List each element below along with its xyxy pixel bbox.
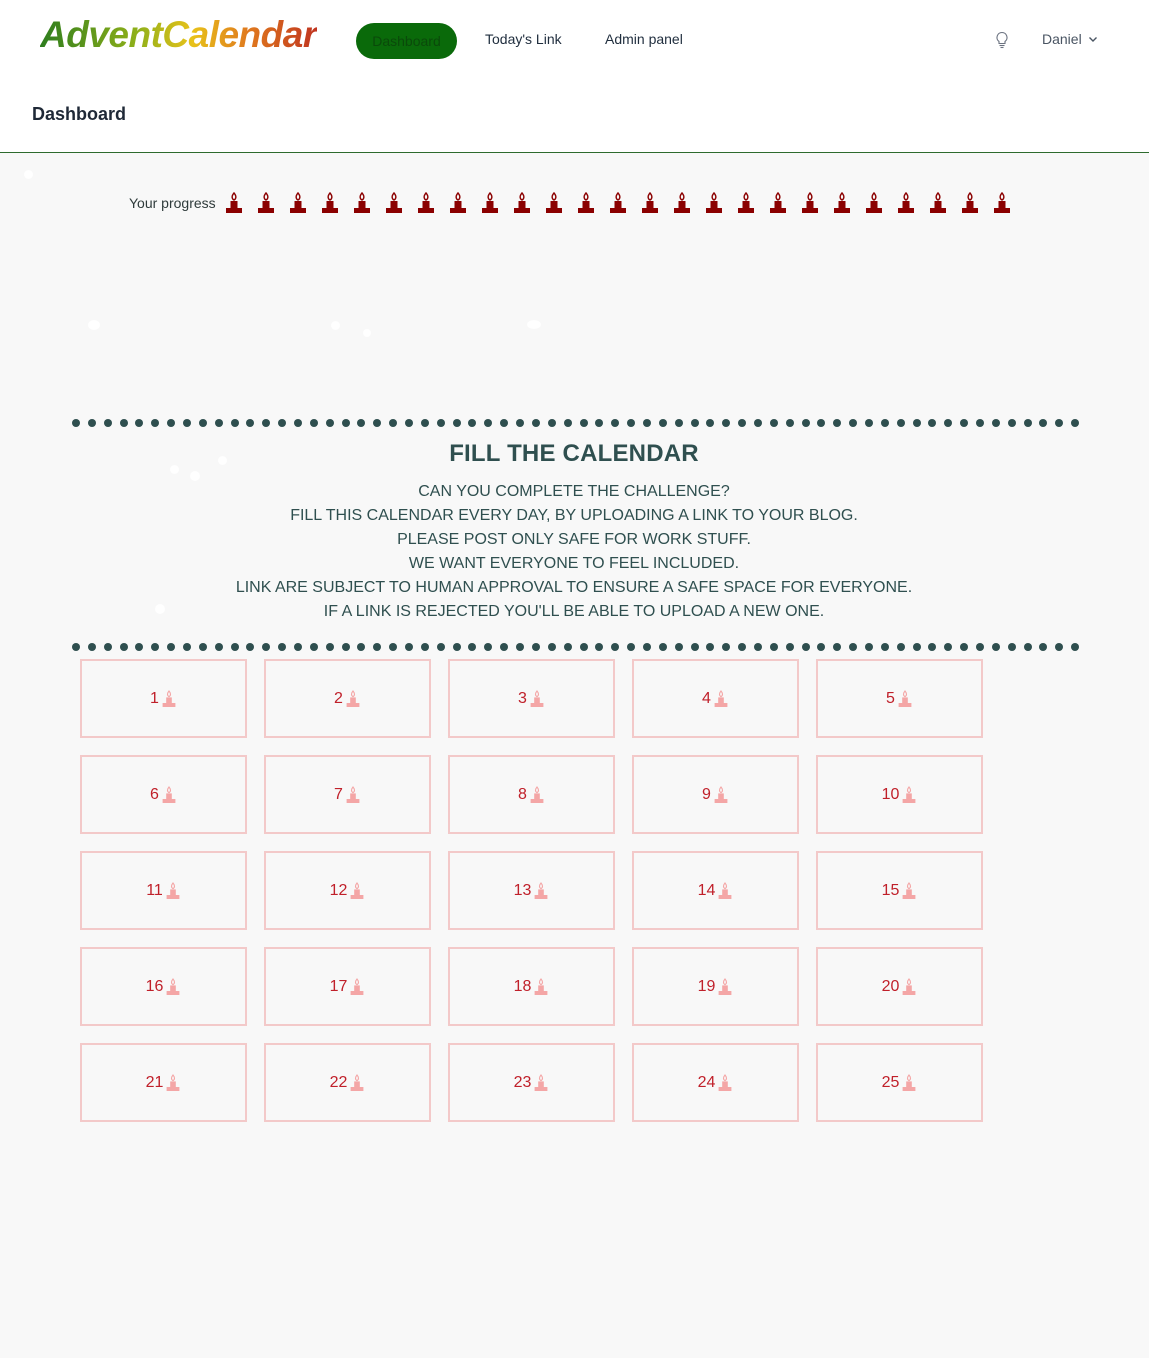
divider-dot bbox=[135, 643, 143, 651]
divider-dot bbox=[246, 419, 254, 427]
divider-dot bbox=[1071, 419, 1079, 427]
candle-icon bbox=[529, 786, 545, 804]
divider-dot bbox=[849, 643, 857, 651]
divider-dot bbox=[595, 419, 603, 427]
day-number: 12 bbox=[329, 881, 348, 899]
divider-dot bbox=[294, 419, 302, 427]
divider-dot bbox=[421, 419, 429, 427]
candle-icon bbox=[928, 192, 948, 214]
divider-dot bbox=[326, 643, 334, 651]
calendar-day-23[interactable] bbox=[448, 1043, 615, 1122]
divider-dot bbox=[754, 419, 762, 427]
divider-dot bbox=[516, 643, 524, 651]
divider-dot bbox=[1039, 643, 1047, 651]
divider-dot bbox=[960, 643, 968, 651]
candle-icon bbox=[448, 192, 468, 214]
calendar-day-8[interactable] bbox=[448, 755, 615, 834]
divider-dot bbox=[659, 643, 667, 651]
calendar-day-16[interactable] bbox=[80, 947, 247, 1026]
calendar-day-5[interactable] bbox=[816, 659, 983, 738]
divider-dot bbox=[1055, 419, 1063, 427]
calendar-day-2[interactable] bbox=[264, 659, 431, 738]
divider-dot bbox=[500, 419, 508, 427]
divider-dot bbox=[373, 419, 381, 427]
candle-icon bbox=[416, 192, 436, 214]
user-menu[interactable] bbox=[1042, 31, 1098, 47]
candle-icon bbox=[165, 978, 181, 996]
dotted-divider-top bbox=[72, 419, 1080, 427]
divider-dot bbox=[1024, 643, 1032, 651]
candle-icon bbox=[832, 192, 852, 214]
divider-dot bbox=[817, 643, 825, 651]
divider-dot bbox=[326, 419, 334, 427]
intro-title: FILL THE CALENDAR bbox=[449, 440, 699, 467]
candle-icon bbox=[161, 690, 177, 708]
divider-dot bbox=[738, 643, 746, 651]
divider-dot bbox=[357, 643, 365, 651]
divider-dot bbox=[120, 643, 128, 651]
candle-icon bbox=[901, 786, 917, 804]
calendar-day-12[interactable] bbox=[264, 851, 431, 930]
top-navigation-bar bbox=[0, 0, 1149, 153]
candle-icon bbox=[288, 192, 308, 214]
divider-dot bbox=[199, 643, 207, 651]
divider-dot bbox=[120, 419, 128, 427]
divider-dot bbox=[802, 419, 810, 427]
divider-dot bbox=[643, 419, 651, 427]
divider-dot bbox=[580, 419, 588, 427]
divider-dot bbox=[580, 643, 588, 651]
candle-icon bbox=[717, 1074, 733, 1092]
divider-dot bbox=[215, 643, 223, 651]
day-number: 23 bbox=[513, 1073, 532, 1091]
chevron-down-icon bbox=[1088, 35, 1098, 43]
divider-dot bbox=[675, 419, 683, 427]
divider-dot bbox=[72, 643, 80, 651]
day-number: 15 bbox=[881, 881, 900, 899]
candle-icon bbox=[704, 192, 724, 214]
day-number: 16 bbox=[145, 977, 164, 995]
divider-dot bbox=[786, 643, 794, 651]
divider-dot bbox=[611, 419, 619, 427]
divider-dot bbox=[738, 419, 746, 427]
divider-dot bbox=[675, 643, 683, 651]
page-title: Dashboard bbox=[32, 104, 127, 124]
divider-dot bbox=[151, 419, 159, 427]
divider-dot bbox=[357, 419, 365, 427]
calendar-day-24[interactable] bbox=[632, 1043, 799, 1122]
candle-icon bbox=[768, 192, 788, 214]
day-number: 6 bbox=[150, 785, 159, 803]
calendar-day-3[interactable] bbox=[448, 659, 615, 738]
intro-line: FILL THIS CALENDAR EVERY DAY, BY UPLOADING A LINK TO YOUR BLOG. bbox=[290, 507, 858, 524]
candle-icon bbox=[800, 192, 820, 214]
day-number: 21 bbox=[145, 1073, 164, 1091]
intro-line: PLEASE POST ONLY SAFE FOR WORK STUFF. bbox=[397, 531, 751, 548]
divider-dot bbox=[706, 643, 714, 651]
divider-dot bbox=[564, 643, 572, 651]
divider-dot bbox=[691, 643, 699, 651]
calendar-day-13[interactable] bbox=[448, 851, 615, 930]
divider-dot bbox=[1055, 643, 1063, 651]
divider-dot bbox=[913, 643, 921, 651]
day-number: 14 bbox=[697, 881, 716, 899]
snowflake bbox=[331, 321, 340, 330]
divider-dot bbox=[199, 419, 207, 427]
divider-dot bbox=[532, 643, 540, 651]
user-name: Daniel bbox=[1042, 31, 1082, 47]
divider-dot bbox=[88, 643, 96, 651]
calendar-grid bbox=[80, 659, 983, 1122]
divider-dot bbox=[151, 643, 159, 651]
divider-dot bbox=[484, 643, 492, 651]
divider-dot bbox=[802, 643, 810, 651]
calendar-day-9[interactable] bbox=[632, 755, 799, 834]
candle-icon bbox=[717, 978, 733, 996]
calendar-day-14[interactable] bbox=[632, 851, 799, 930]
progress-candles bbox=[224, 192, 1012, 214]
candle-icon bbox=[576, 192, 596, 214]
divider-dot bbox=[548, 419, 556, 427]
candle-icon bbox=[384, 192, 404, 214]
divider-dot bbox=[294, 643, 302, 651]
lightbulb-icon[interactable] bbox=[994, 31, 1010, 49]
day-number: 19 bbox=[697, 977, 716, 995]
divider-dot bbox=[246, 643, 254, 651]
calendar-day-10[interactable] bbox=[816, 755, 983, 834]
candle-icon bbox=[345, 786, 361, 804]
candle-icon bbox=[896, 192, 916, 214]
divider-dot bbox=[1039, 419, 1047, 427]
day-number: 10 bbox=[881, 785, 900, 803]
intro-line: CAN YOU COMPLETE THE CHALLENGE? bbox=[418, 483, 730, 500]
calendar-day-17[interactable] bbox=[264, 947, 431, 1026]
calendar-day-15[interactable] bbox=[816, 851, 983, 930]
divider-dot bbox=[992, 643, 1000, 651]
divider-dot bbox=[548, 643, 556, 651]
day-number: 22 bbox=[329, 1073, 348, 1091]
divider-dot bbox=[104, 419, 112, 427]
candle-icon bbox=[345, 690, 361, 708]
progress-label: Your progress bbox=[129, 195, 216, 211]
divider-dot bbox=[944, 419, 952, 427]
divider-dot bbox=[913, 419, 921, 427]
divider-dot bbox=[231, 643, 239, 651]
divider-dot bbox=[167, 643, 175, 651]
nav-todays-link[interactable]: Today's Link bbox=[485, 31, 562, 47]
candle-icon bbox=[608, 192, 628, 214]
divider-dot bbox=[865, 419, 873, 427]
candle-icon bbox=[352, 192, 372, 214]
divider-dot bbox=[817, 419, 825, 427]
divider-dot bbox=[88, 419, 96, 427]
intro-section bbox=[72, 440, 1076, 624]
divider-dot bbox=[706, 419, 714, 427]
snowflake bbox=[527, 320, 541, 329]
calendar-day-11[interactable] bbox=[80, 851, 247, 930]
candle-icon bbox=[161, 786, 177, 804]
candle-icon bbox=[640, 192, 660, 214]
divider-dot bbox=[468, 643, 476, 651]
candle-icon bbox=[480, 192, 500, 214]
divider-dot bbox=[405, 419, 413, 427]
divider-dot bbox=[468, 419, 476, 427]
day-number: 20 bbox=[881, 977, 900, 995]
divider-dot bbox=[437, 419, 445, 427]
snowflake bbox=[88, 320, 100, 330]
divider-dot bbox=[1024, 419, 1032, 427]
day-number: 24 bbox=[697, 1073, 716, 1091]
divider-dot bbox=[262, 419, 270, 427]
calendar-day-20[interactable] bbox=[816, 947, 983, 1026]
divider-dot bbox=[833, 419, 841, 427]
divider-dot bbox=[310, 419, 318, 427]
divider-dot bbox=[421, 643, 429, 651]
divider-dot bbox=[928, 419, 936, 427]
candle-icon bbox=[960, 192, 980, 214]
divider-dot bbox=[389, 643, 397, 651]
divider-dot bbox=[135, 419, 143, 427]
calendar-day-1[interactable] bbox=[80, 659, 247, 738]
intro-line: WE WANT EVERYONE TO FEEL INCLUDED. bbox=[408, 555, 740, 572]
candle-icon bbox=[256, 192, 276, 214]
candle-icon bbox=[544, 192, 564, 214]
divider-dot bbox=[881, 643, 889, 651]
divider-dot bbox=[437, 643, 445, 651]
day-number: 25 bbox=[881, 1073, 900, 1091]
candle-icon bbox=[717, 882, 733, 900]
candle-icon bbox=[672, 192, 692, 214]
divider-dot bbox=[231, 419, 239, 427]
divider-dot bbox=[1008, 419, 1016, 427]
divider-dot bbox=[310, 643, 318, 651]
divider-dot bbox=[897, 643, 905, 651]
candle-icon bbox=[864, 192, 884, 214]
divider-dot bbox=[976, 419, 984, 427]
day-number: 7 bbox=[334, 785, 343, 803]
divider-dot bbox=[770, 419, 778, 427]
calendar-day-4[interactable] bbox=[632, 659, 799, 738]
calendar-day-6[interactable] bbox=[80, 755, 247, 834]
day-number: 18 bbox=[513, 977, 532, 995]
divider-dot bbox=[405, 643, 413, 651]
calendar-day-7[interactable] bbox=[264, 755, 431, 834]
divider-dot bbox=[183, 643, 191, 651]
candle-icon bbox=[165, 1074, 181, 1092]
calendar-day-21[interactable] bbox=[80, 1043, 247, 1122]
divider-dot bbox=[944, 643, 952, 651]
snowflake bbox=[24, 170, 33, 179]
intro-line: IF A LINK IS REJECTED YOU'LL BE ABLE TO UPLOAD A NEW ONE. bbox=[323, 603, 825, 620]
divider-dot bbox=[373, 643, 381, 651]
day-number: 17 bbox=[329, 977, 348, 995]
divider-dot bbox=[484, 419, 492, 427]
divider-dot bbox=[215, 419, 223, 427]
candle-icon bbox=[320, 192, 340, 214]
divider-dot bbox=[786, 419, 794, 427]
divider-dot bbox=[992, 419, 1000, 427]
day-number: 4 bbox=[702, 689, 711, 707]
candle-icon bbox=[897, 690, 913, 708]
divider-dot bbox=[342, 643, 350, 651]
divider-dot bbox=[611, 643, 619, 651]
candle-icon bbox=[224, 192, 244, 214]
day-number: 13 bbox=[513, 881, 532, 899]
divider-dot bbox=[183, 419, 191, 427]
divider-dot bbox=[754, 643, 762, 651]
divider-dot bbox=[532, 419, 540, 427]
intro-line: LINK ARE SUBJECT TO HUMAN APPROVAL TO ENSURE A SAFE SPACE FOR EVERYONE. bbox=[235, 579, 913, 596]
candle-icon bbox=[533, 1074, 549, 1092]
candle-icon bbox=[349, 1074, 365, 1092]
app-logo[interactable]: AdventCalendar bbox=[40, 14, 317, 55]
divider-dot bbox=[516, 419, 524, 427]
divider-dot bbox=[643, 643, 651, 651]
divider-dot bbox=[691, 419, 699, 427]
day-number: 2 bbox=[334, 689, 343, 707]
dotted-divider-bottom bbox=[72, 643, 1080, 651]
candle-icon bbox=[512, 192, 532, 214]
calendar-day-22[interactable] bbox=[264, 1043, 431, 1122]
candle-icon bbox=[533, 978, 549, 996]
divider-dot bbox=[865, 643, 873, 651]
divider-dot bbox=[627, 643, 635, 651]
snowflake bbox=[363, 329, 371, 337]
divider-dot bbox=[960, 419, 968, 427]
progress-bar bbox=[129, 192, 1012, 214]
calendar-day-18[interactable] bbox=[448, 947, 615, 1026]
nav-admin-panel-link[interactable]: Admin panel bbox=[605, 31, 683, 47]
candle-icon bbox=[349, 978, 365, 996]
candle-icon bbox=[901, 1074, 917, 1092]
candle-icon bbox=[901, 882, 917, 900]
divider-dot bbox=[722, 643, 730, 651]
divider-dot bbox=[453, 643, 461, 651]
divider-dot bbox=[976, 643, 984, 651]
divider-dot bbox=[881, 419, 889, 427]
candle-icon bbox=[533, 882, 549, 900]
day-number: 9 bbox=[702, 785, 711, 803]
divider-dot bbox=[500, 643, 508, 651]
divider-dot bbox=[389, 419, 397, 427]
candle-icon bbox=[992, 192, 1012, 214]
candle-icon bbox=[901, 978, 917, 996]
candle-icon bbox=[736, 192, 756, 214]
divider-dot bbox=[849, 419, 857, 427]
divider-dot bbox=[770, 643, 778, 651]
candle-icon bbox=[165, 882, 181, 900]
candle-icon bbox=[713, 690, 729, 708]
divider-dot bbox=[104, 643, 112, 651]
divider-dot bbox=[564, 419, 572, 427]
divider-dot bbox=[722, 419, 730, 427]
divider-dot bbox=[278, 643, 286, 651]
candle-icon bbox=[349, 882, 365, 900]
divider-dot bbox=[659, 419, 667, 427]
divider-dot bbox=[627, 419, 635, 427]
day-number: 8 bbox=[518, 785, 527, 803]
divider-dot bbox=[1008, 643, 1016, 651]
divider-dot bbox=[928, 643, 936, 651]
calendar-day-19[interactable] bbox=[632, 947, 799, 1026]
divider-dot bbox=[1071, 643, 1079, 651]
nav-dashboard-button[interactable]: Dashboard bbox=[356, 23, 457, 59]
candle-icon bbox=[713, 786, 729, 804]
divider-dot bbox=[278, 419, 286, 427]
day-number: 5 bbox=[886, 689, 895, 707]
day-number: 3 bbox=[518, 689, 527, 707]
divider-dot bbox=[595, 643, 603, 651]
divider-dot bbox=[897, 419, 905, 427]
divider-dot bbox=[72, 419, 80, 427]
divider-dot bbox=[833, 643, 841, 651]
divider-dot bbox=[262, 643, 270, 651]
day-number: 11 bbox=[146, 881, 163, 899]
divider-dot bbox=[167, 419, 175, 427]
divider-dot bbox=[342, 419, 350, 427]
day-number: 1 bbox=[150, 689, 159, 707]
candle-icon bbox=[529, 690, 545, 708]
calendar-day-25[interactable] bbox=[816, 1043, 983, 1122]
divider-dot bbox=[453, 419, 461, 427]
